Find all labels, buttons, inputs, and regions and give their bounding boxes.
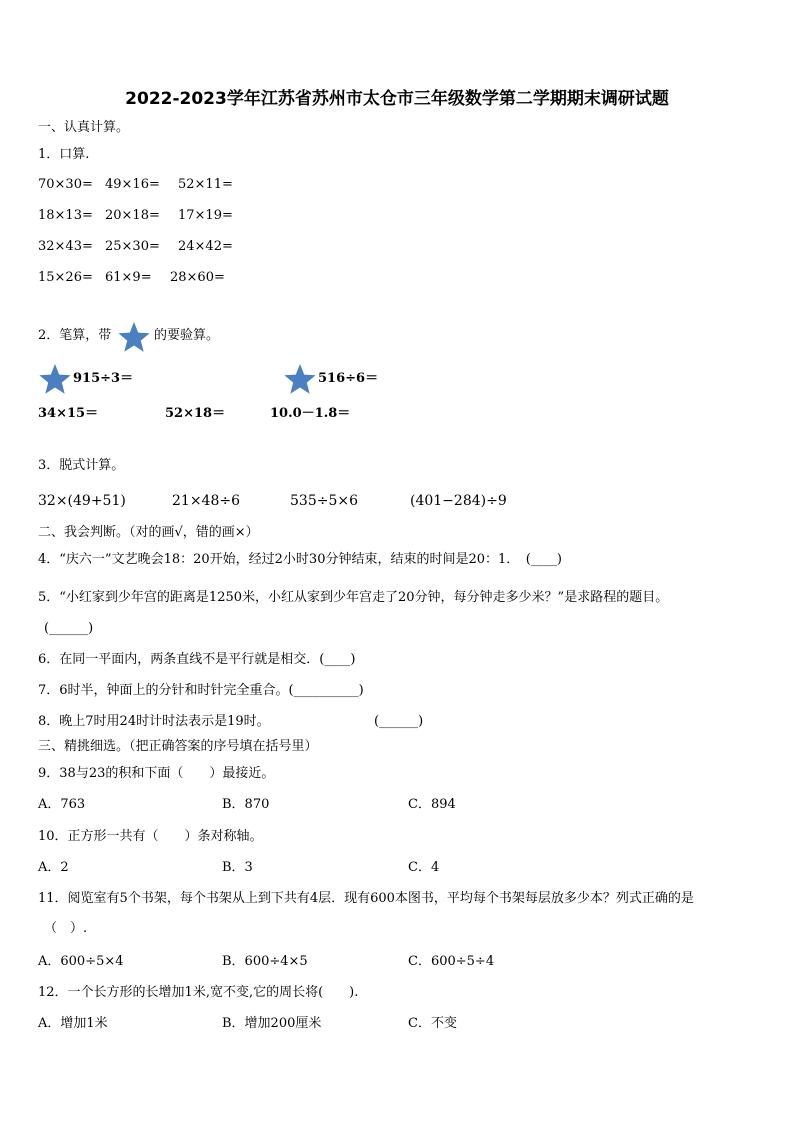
expression-item: 21×48÷6 [172, 493, 240, 509]
option-a: A．763 [38, 797, 86, 812]
expression-item: 32×(49+51) [38, 493, 126, 509]
page-title: 2022-2023学年江苏省苏州市太仓市三年级数学第二学期期末调研试题 [125, 89, 669, 109]
q1-label: 1．口算. [38, 147, 90, 162]
question-5: 5．“小红家到少年宫的距离是1250米，小红从家到少年宫走了20分钟，每分钟走多少米？”是求路程的题目。 [38, 590, 669, 605]
question-11-cont: （ ）. [44, 921, 88, 936]
q2-label-before: 2．笔算，带 [38, 328, 112, 343]
answer-blank: (______) [44, 621, 94, 636]
option-b: B．600÷4×5 [222, 954, 308, 969]
written-calc-item: 516÷6＝ [318, 371, 379, 386]
expression-item: (401−284)÷9 [410, 493, 507, 509]
option-c: C．894 [408, 797, 456, 812]
section-heading-3: 三、精挑细选。（把正确答案的序号填在括号里） [38, 739, 318, 754]
question-4: 4．“庆六一”文艺晚会18：20开始，经过2小时30分钟结束，结束的时间是20：1． (____) [38, 552, 562, 567]
oral-calc-item: 49×16= [105, 177, 160, 192]
section-heading-2: 二、我会判断。（对的画√，错的画×） [38, 525, 259, 540]
option-a: A．600÷5×4 [38, 954, 124, 969]
star-icon [283, 363, 317, 395]
option-c: C．4 [408, 860, 440, 875]
question-10: 10．正方形一共有（ ）条对称轴。 [38, 829, 263, 844]
expression-item: 535÷5×6 [290, 493, 358, 509]
star-icon [117, 321, 151, 353]
oral-calc-item: 32×43= [38, 239, 93, 254]
question-11: 11．阅览室有5个书架，每个书架从上到下共有4层．现有600本图书，平均每个书架每层放多少本？列式正确的是 [38, 891, 694, 906]
option-c: C．600÷5÷4 [408, 954, 495, 969]
oral-calc-item: 28×60= [170, 270, 225, 285]
section-heading-1: 一、认真计算。 [38, 120, 130, 135]
star-icon [38, 363, 72, 395]
q2-label-after: 的要验算。 [154, 328, 220, 343]
written-calc-item: 10.0－1.8＝ [270, 406, 351, 421]
written-calc-item: 915÷3＝ [73, 371, 134, 386]
option-a: A．增加1米 [38, 1016, 108, 1031]
option-b: B．增加200厘米 [222, 1016, 322, 1031]
option-c: C．不变 [408, 1016, 457, 1031]
oral-calc-item: 61×9= [105, 270, 152, 285]
option-a: A．2 [38, 860, 69, 875]
oral-calc-item: 17×19= [178, 208, 233, 223]
oral-calc-item: 70×30= [38, 177, 93, 192]
oral-calc-item: 20×18= [105, 208, 160, 223]
oral-calc-item: 25×30= [105, 239, 160, 254]
question-9: 9．38与23的积和下面（ ）最接近。 [38, 766, 275, 781]
option-b: B．870 [222, 797, 270, 812]
oral-calc-item: 15×26= [38, 270, 93, 285]
question-8: 8．晚上7时用24时计时法表示是19时。 [38, 714, 270, 729]
option-b: B．3 [222, 860, 253, 875]
oral-calc-item: 24×42= [178, 239, 233, 254]
oral-calc-item: 52×11= [178, 177, 233, 192]
oral-calc-item: 18×13= [38, 208, 93, 223]
question-6: 6．在同一平面内，两条直线不是平行就是相交．(____) [38, 652, 356, 667]
written-calc-item: 34×15＝ [38, 406, 99, 421]
question-12: 12．一个长方形的长增加1米,宽不变,它的周长将( ). [38, 985, 359, 1000]
written-calc-item: 52×18＝ [165, 406, 226, 421]
q3-label: 3．脱式计算。 [38, 458, 125, 473]
question-7: 7．6时半，钟面上的分针和时针完全重合。(__________) [38, 683, 364, 698]
answer-blank: (______) [374, 714, 424, 729]
